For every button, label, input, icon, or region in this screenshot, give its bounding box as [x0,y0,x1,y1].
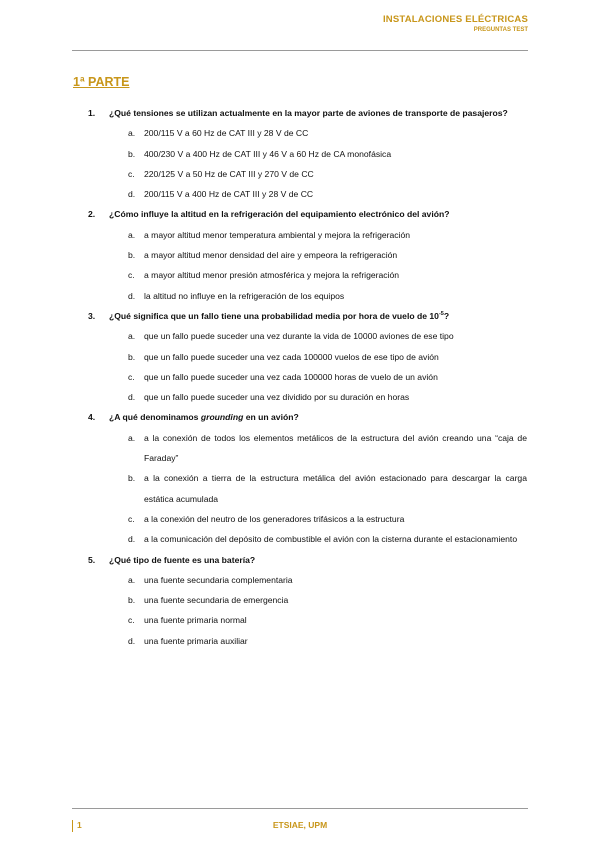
option-text: que un fallo puede suceder una vez dividido por su duración en horas [144,392,410,403]
question-number: 3. [88,310,96,321]
option-text: 200/115 V a 60 Hz de CAT III y 28 V de CC [144,128,309,139]
question-text-end: ? [443,310,450,321]
answer-option [128,468,527,509]
question-number: 5. [88,554,96,565]
option-text: una fuente secundaria de emergencia [144,595,289,606]
answer-option [128,387,527,407]
page-header [383,14,528,33]
option-text: una fuente primaria normal [144,615,247,626]
option-letter: a. [128,128,136,139]
answer-option [128,184,527,204]
question-text [109,550,527,570]
option-letter: c. [128,371,135,382]
option-text: que un fallo puede suceder una vez durante la vida de 10000 aviones de ese tipo [144,331,454,342]
option-letter: d. [128,290,136,301]
answer-option [128,164,527,184]
option-text: 200/115 V a 400 Hz de CAT III y 28 V de CC [144,189,314,200]
answer-option [128,631,527,651]
option-letter: d. [128,189,136,200]
option-text: a mayor altitud menor presión atmosférica y mejora la refrigeración [144,270,400,281]
option-letter: b. [128,250,136,261]
question [88,103,527,123]
option-text: a la conexión de todos los elementos metálicos de la estructura del avión creando una “caja de Faraday” [144,432,527,464]
header-title: INSTALACIONES ELÉCTRICAS [382,14,528,25]
option-letter: a. [128,432,136,443]
option-letter: b. [128,351,136,362]
option-letter: a. [128,574,136,585]
option-letter: a. [128,229,136,240]
answer-option [128,286,527,306]
answer-option [128,509,527,529]
footer-text: ETSIAE, UPM [272,820,328,830]
option-letter: c. [128,270,135,281]
answer-option [128,428,527,469]
question-number: 4. [88,412,96,423]
header-divider [72,50,528,51]
header-subtitle: PREGUNTAS TEST [473,27,528,33]
question-text-emphasis: grounding [200,412,244,423]
option-text: que un fallo puede suceder una vez cada 100000 vuelos de ese tipo de avión [144,351,439,362]
answer-option [128,367,527,387]
question-text [109,103,527,123]
question-text [109,204,527,224]
option-text: una fuente primaria auxiliar [144,635,248,646]
answer-option [128,144,527,164]
question-text [109,407,527,427]
question-text-main: ¿Qué tensiones se utilizan actualmente en la mayor parte de aviones de transporte de pasajeros? [109,108,508,118]
option-text: a la comunicación del depósito de combustible el avión con la cisterna durante el estacionamiento [144,534,518,545]
question [88,306,527,326]
option-text: a la conexión del neutro de los generadores trifásicos a la estructura [144,513,405,524]
part-title: 1ª PARTE [73,75,130,89]
option-text: 400/230 V a 400 Hz de CAT III y 46 V a 60 Hz de CA monofásica [144,148,392,159]
option-letter: c. [128,513,135,524]
option-text: a la conexión a tierra de la estructura metálica del avión estacionado para descargar la carga estática acumulada [144,473,527,504]
option-text: 220/125 V a 50 Hz de CAT III y 270 V de CC [144,168,314,179]
answer-option [128,529,527,549]
question-text-end: en un avión? [243,412,299,423]
answer-option [128,590,527,610]
footer-divider [72,808,528,809]
question-text-superscript: -5 [438,310,444,317]
answer-option [128,570,527,590]
answer-option [128,245,527,265]
option-letter: a. [128,331,136,342]
answer-option [128,326,527,346]
option-text: que un fallo puede suceder una vez cada 100000 horas de vuelo de un avión [144,371,438,382]
question-list [88,103,527,651]
answer-option [128,265,527,285]
option-text: a mayor altitud menor temperatura ambiental y mejora la refrigeración [144,229,411,240]
question-number: 2. [88,209,96,220]
option-letter: d. [128,534,136,545]
option-letter: b. [128,148,136,159]
answer-option [128,347,527,367]
option-letter: d. [128,392,136,403]
option-text: a mayor altitud menor densidad del aire y empeora la refrigeración [144,250,398,261]
question-text-main: ¿Qué significa que un fallo tiene una probabilidad media por hora de vuelo de 10 [109,310,439,321]
option-text: la altitud no influye en la refrigeración de los equipos [144,290,345,301]
option-letter: c. [128,615,135,626]
question-text-main: ¿Qué tipo de fuente es una batería? [109,554,256,565]
question-text [109,306,527,326]
question [88,550,527,570]
option-letter: c. [128,168,135,179]
page-number: 1 [77,820,82,830]
question-text-main: ¿A qué denominamos [109,412,201,423]
answer-option [128,225,527,245]
question [88,407,527,427]
answer-option [128,123,527,143]
option-text: una fuente secundaria complementaria [144,574,293,585]
option-letter: b. [128,595,136,606]
question [88,204,527,224]
question-number: 1. [88,108,96,118]
question-text-main: ¿Cómo influye la altitud en la refrigeración del equipamiento electrónico del avión? [109,209,450,220]
answer-option [128,610,527,630]
option-letter: d. [128,635,136,646]
option-letter: b. [128,473,136,484]
